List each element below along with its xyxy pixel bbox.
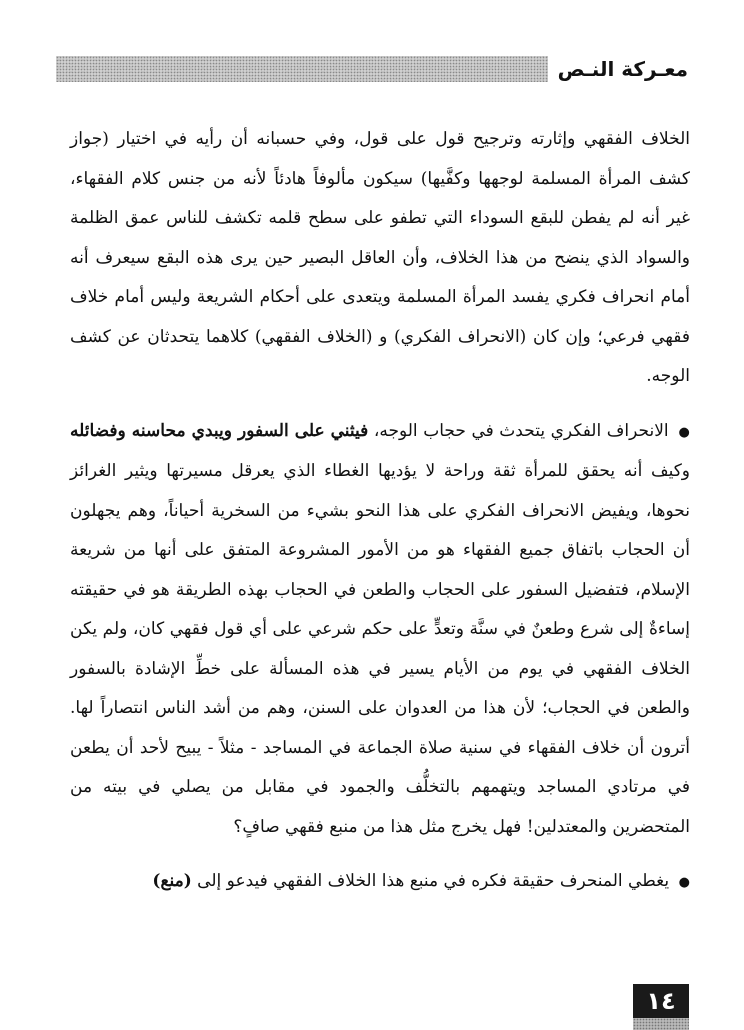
header-title: معـركة النـص bbox=[548, 57, 688, 81]
paragraph-1-text: الخلاف الفقهي وإثارته وترجيح قول على قول، وفي حسبانه أن رأيه في اختيار (جواز كشف المرأة المسلمة لوجهها وكفَّيها) سيكون مألوفاً هادئاً لأنه من جنس كلام الفقهاء، غير أنه لم يفطن للبقع السوداء التي تطفو على سطح قلمه تكشف للناس عمق الظلمة والسواد الذي ينضح من هذا الخلاف، وأن العاقل البصير حين يرى هذه البقع سيعرف أنه أمام انحراف فكري يفسد المرأة المسلمة ويتعدى على أحكام الشريعة وليس أمام خلاف فقهي فرعي؛ وإن كان (الانحراف الفكري) و (الخلاف الفقهي) كلاهما يتحدثان عن كشف الوجه. bbox=[70, 129, 690, 386]
running-header bbox=[56, 52, 688, 86]
header-decorative-band bbox=[56, 56, 548, 82]
paragraph-3-emphasis: (منع) bbox=[152, 871, 192, 891]
page-number: ١٤ bbox=[633, 984, 689, 1018]
paragraph-2-emphasis: فيثني على السفور ويبدي محاسنه وفضائله bbox=[70, 420, 369, 441]
body-text bbox=[70, 120, 690, 918]
paragraph-2-text: وكيف أنه يحقق للمرأة ثقة وراحة لا يؤديها الغطاء الذي يعرقل مسيرتها ويثير الغرائز نحوها، ويفيض الانحراف الفكري على هذا النحو بشيء من السخرية أحياناً، وهم يجهلون أن الحجاب باتفاق جميع الفقهاء هو من الأمور المشروعة المتفق على أنها من شريعة الإسلام، فتفضيل السفور على الحجاب والطعن في الحجاب بهذه الطريقة هو في حقيقته إساءةٌ إلى شرع وطعنٌ في سنَّة وتعدٍّ على حكم شرعي على أي قول فقهي كان، ولم يكن الخلاف الفقهي في يوم من الأيام يسير في هذه المسألة على خطِّ الإشادة بالسفور والطعن في الحجاب؛ لأن هذا من العدوان على السنن، وهم من أشد الناس انتصاراً لها. أترون أن خلاف الفقهاء في سنية صلاة الجماعة في المساجد - مثلاً - يبيح لأحد أن يطعن في مرتادي المساجد ويتهمهم بالتخلُّف والجمود في مقابل من يصلي في بيته من المتحضرين والمعتدلين! فهل يخرج مثل هذا من منبع فقهي صافٍ؟ bbox=[70, 461, 690, 837]
page-number-decoration bbox=[633, 1018, 689, 1030]
paragraph-1 bbox=[70, 120, 690, 397]
paragraph-2-lead: الانحراف الفكري يتحدث في حجاب الوجه، bbox=[368, 420, 669, 441]
paragraph-2 bbox=[70, 412, 690, 848]
paragraph-3 bbox=[70, 862, 690, 903]
paragraph-3-text: يغطي المنحرف حقيقة فكره في منبع هذا الخلاف الفقهي فيدعو إلى bbox=[191, 871, 670, 891]
